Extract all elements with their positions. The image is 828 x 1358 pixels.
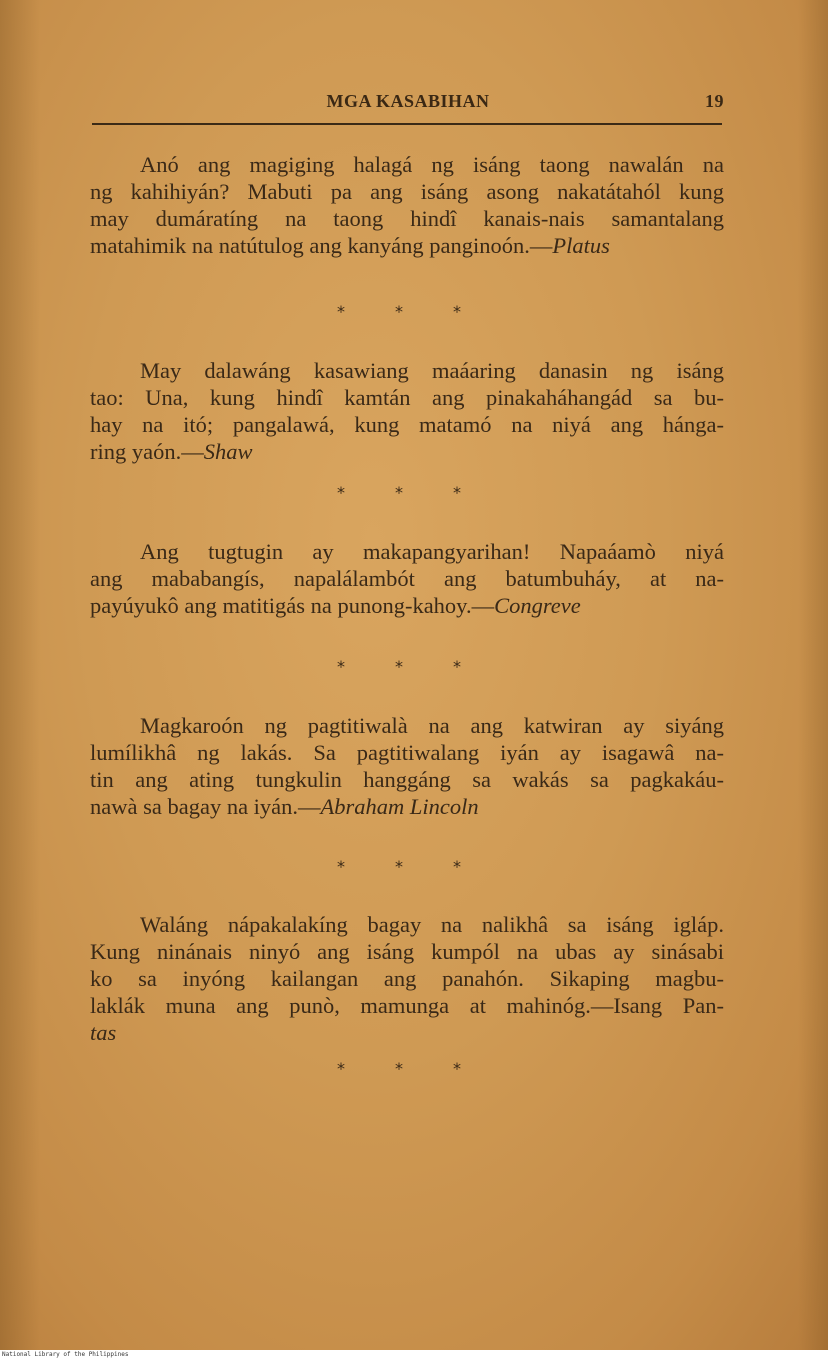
quote-line: ang mababangís, napalálambót ang batumbuháy, at na- <box>90 566 724 591</box>
quote-line: Waláng nápakalakíng bagay na nalikhâ sa isáng igláp. <box>140 912 724 937</box>
quote-line: may dumáratíng na taong hindî kanais-nais samantalang <box>90 206 724 231</box>
quote-text-end: nawà sa bagay na iyán.— <box>90 794 321 819</box>
separator-star: * <box>453 657 461 676</box>
separator-star: * <box>395 1059 403 1078</box>
quote-author: Platus <box>552 233 610 258</box>
quote-line: ng kahihiyán? Mabuti pa ang isáng asong nakatátahól kung <box>90 179 724 204</box>
separator-star: * <box>337 302 345 321</box>
quote-line: Kung ninánais ninyó ang isáng kumpól na ubas ay sinásabi <box>90 939 724 964</box>
quote-line: hay na itó; pangalawá, kung matamó na niyá ang hánga- <box>90 412 724 437</box>
separator-star: * <box>453 857 461 876</box>
quote-line: Ang tugtugin ay makapangyarihan! Napaáamò niyá <box>140 539 724 564</box>
separator-star: * <box>337 857 345 876</box>
quote-text-end: payúyukô ang matitigás na punong-kahoy.— <box>90 593 495 618</box>
quote-last-line <box>90 438 724 465</box>
separator-star: * <box>337 483 345 502</box>
quote-line: Magkaroón ng pagtitiwalà na ang katwiran ay siyáng <box>140 713 724 738</box>
section-separator <box>0 302 798 321</box>
quote-line: ko sa inyóng kailangan ang panahón. Sikaping magbu- <box>90 966 724 991</box>
section-separator <box>0 1059 798 1078</box>
quote-line: lumílikhâ ng lakás. Sa pagtitiwalang iyán ay isagawâ na- <box>90 740 724 765</box>
quote-text-end: ring yaón.— <box>90 439 204 464</box>
quote-line: tin ang ating tungkulin hanggáng sa wakás sa pagkakáu- <box>90 767 724 792</box>
quote-line: tao: Una, kung hindî kamtán ang pinakaháhangád sa bu- <box>90 385 724 410</box>
separator-star: * <box>395 657 403 676</box>
separator-star: * <box>453 1059 461 1078</box>
quote-author: Congreve <box>494 593 581 618</box>
running-header <box>92 91 724 115</box>
section-separator <box>0 657 798 676</box>
quote-last-line <box>90 793 724 820</box>
quote-last-line <box>90 232 724 259</box>
separator-star: * <box>453 483 461 502</box>
section-separator <box>0 857 798 876</box>
section-separator <box>0 483 798 502</box>
separator-star: * <box>395 483 403 502</box>
quote-platus <box>90 151 724 259</box>
quote-author: Shaw <box>203 439 253 464</box>
separator-star: * <box>337 657 345 676</box>
quote-line: May dalawáng kasawiang maáaring danasin ng isáng <box>140 358 724 383</box>
separator-star: * <box>395 302 403 321</box>
quote-congreve <box>90 538 724 619</box>
quote-line: laklák muna ang punò, mamunga at mahinóg.—Isang Pan- <box>90 993 724 1018</box>
separator-star: * <box>337 1059 345 1078</box>
quote-text-end: matahimik na natútulog ang kanyáng panginoón.— <box>90 233 553 258</box>
quote-author: Abraham Lincoln <box>320 794 479 819</box>
library-footer: National Library of the Philippines <box>2 1351 129 1358</box>
quote-shaw <box>90 357 724 465</box>
quote-lincoln <box>90 712 724 820</box>
quote-last-line <box>90 1019 724 1046</box>
header-title: MGA KASABIHAN <box>326 91 490 111</box>
quote-last-line <box>90 592 724 619</box>
quote-line: Anó ang magiging halagá ng isáng taong nawalán na <box>140 152 724 177</box>
header-rule <box>92 123 722 125</box>
separator-star: * <box>395 857 403 876</box>
quote-isang-pantas <box>90 911 724 1046</box>
quote-author: tas <box>90 1020 117 1045</box>
separator-star: * <box>453 302 461 321</box>
page-number: 19 <box>705 91 724 111</box>
